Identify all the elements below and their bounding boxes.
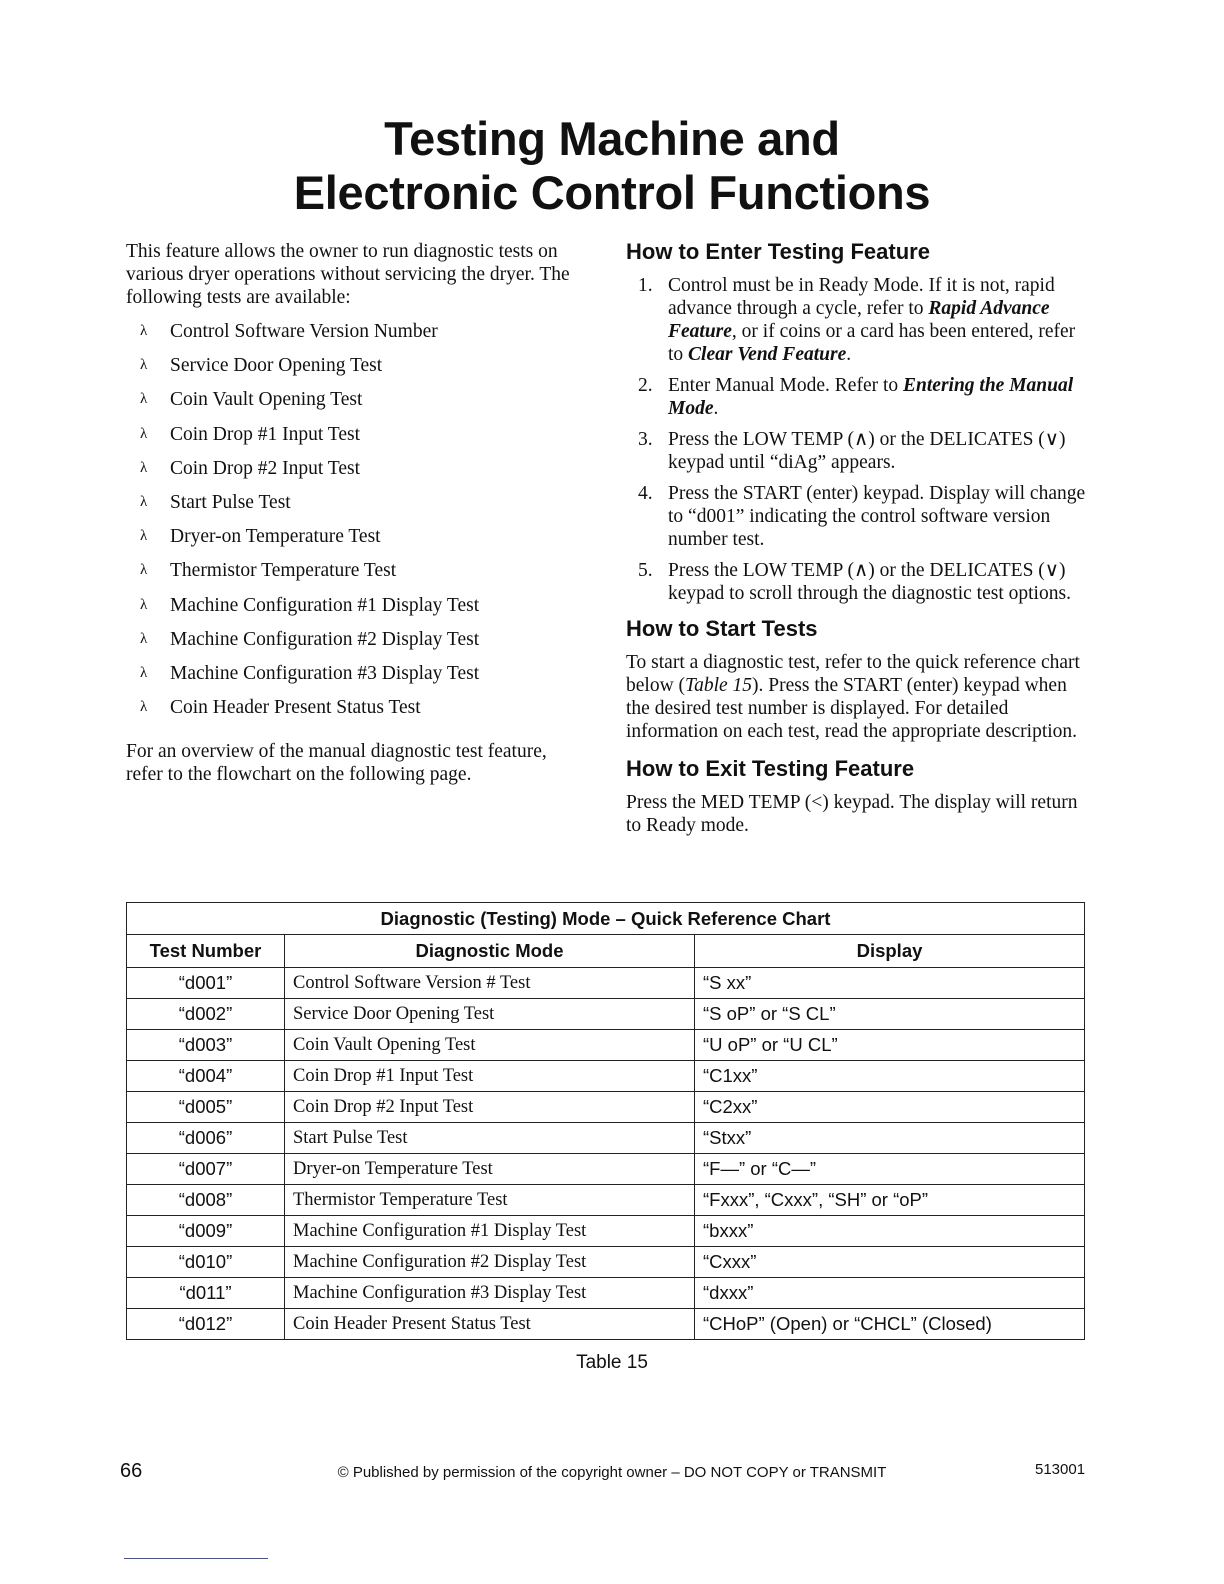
display-cell: “CHoP” (Open) or “CHCL” (Closed)	[695, 1309, 1085, 1340]
step-text: Press the START (enter) keypad. Display will change to “d001” indicating the control software version number test.	[668, 483, 1086, 550]
list-item-label: Coin Drop #1 Input Test	[170, 423, 361, 445]
display-cell: “F—” or “C—”	[695, 1154, 1085, 1185]
start-tests-text: To start a diagnostic test, refer to the quick reference chart below (	[626, 652, 1080, 696]
list-item	[126, 423, 576, 457]
bullet-icon: λ	[140, 493, 148, 510]
list-item	[126, 594, 576, 628]
list-item	[126, 354, 576, 388]
list-item-label: Control Software Version Number	[170, 321, 438, 342]
table-row	[127, 1061, 1085, 1092]
copyright-notice: © Published by permission of the copyright owner – DO NOT COPY or TRANSMIT	[337, 1464, 887, 1481]
table-row	[127, 1092, 1085, 1123]
list-item-label: Start Pulse Test	[170, 491, 291, 513]
clear-vend-reference: Clear Vend Feature	[688, 344, 847, 365]
list-item	[626, 428, 1086, 474]
diagnostic-mode-cell: Machine Configuration #1 Display Test	[285, 1216, 695, 1247]
list-item-label: Machine Configuration #1 Display Test	[170, 594, 480, 616]
test-number-cell: “d003”	[127, 1030, 285, 1061]
table-row	[127, 968, 1085, 999]
table-row	[127, 1123, 1085, 1154]
step-number: 2.	[638, 375, 653, 396]
footnote-divider	[124, 1558, 268, 1559]
start-tests-text: ). Press the START (enter) keypad when the desired test number is displayed. For detailed information on each test, read the appropriate description.	[626, 675, 1078, 742]
step-text: , or if coins or a card has been entered, refer to	[668, 321, 1076, 365]
quick-reference-table	[126, 902, 1085, 1340]
diagnostic-mode-cell: Machine Configuration #3 Display Test	[285, 1278, 695, 1309]
list-item	[626, 482, 1086, 551]
display-cell: “S oP” or “S CL”	[695, 999, 1085, 1030]
bullet-icon: λ	[140, 596, 148, 613]
step-number: 3.	[638, 429, 653, 450]
diagnostic-mode-cell: Coin Drop #1 Input Test	[285, 1061, 695, 1092]
list-item	[626, 274, 1086, 366]
table-caption: Diagnostic (Testing) Mode – Quick Reference Chart	[127, 903, 1085, 935]
table-row	[127, 1030, 1085, 1061]
bullet-icon: λ	[140, 699, 148, 716]
instructions-column	[626, 238, 1086, 849]
overview-paragraph: For an overview of the manual diagnostic test feature, refer to the flowchart on the following page.	[126, 741, 547, 786]
test-number-cell: “d002”	[127, 999, 285, 1030]
diagnostic-mode-cell: Service Door Opening Test	[285, 999, 695, 1030]
list-item-label: Machine Configuration #3 Display Test	[170, 662, 480, 684]
step-number: 4.	[638, 483, 653, 504]
list-item-label: Machine Configuration #2 Display Test	[170, 628, 480, 650]
list-item	[126, 696, 576, 730]
test-number-cell: “d009”	[127, 1216, 285, 1247]
bullet-icon: λ	[140, 323, 148, 339]
list-item	[126, 662, 576, 696]
list-item	[126, 320, 576, 354]
page-title-line-2: Electronic Control Functions	[293, 166, 931, 219]
page-title	[0, 112, 1224, 220]
bullet-icon: λ	[140, 528, 148, 545]
available-tests-list	[126, 320, 576, 730]
enter-testing-heading: How to Enter Testing Feature	[626, 239, 930, 264]
list-item	[126, 388, 576, 422]
start-tests-paragraph	[626, 651, 1086, 743]
list-item-label: Coin Vault Opening Test	[170, 389, 363, 411]
display-cell: “S xx”	[695, 968, 1085, 999]
step-text: .	[846, 344, 852, 365]
list-item	[126, 491, 576, 525]
bullet-icon: λ	[140, 459, 148, 476]
list-item	[626, 374, 1086, 420]
step-text: Press the LOW TEMP (∧) or the DELICATES (∨) keypad until “diAg” appears.	[668, 429, 1066, 473]
table-row	[127, 1309, 1085, 1340]
column-header-display: Display	[695, 935, 1085, 968]
bullet-icon: λ	[140, 425, 148, 442]
step-text: Control must be in Ready Mode. If it is not, rapid advance through a cycle, refer to	[668, 275, 1055, 319]
exit-testing-heading: How to Exit Testing Feature	[626, 756, 915, 781]
column-header-diagnostic-mode: Diagnostic Mode	[285, 935, 695, 968]
diagnostic-mode-cell: Control Software Version # Test	[285, 968, 695, 999]
list-item	[126, 628, 576, 662]
test-number-cell: “d004”	[127, 1061, 285, 1092]
rapid-advance-reference: Rapid Advance Feature	[668, 298, 1050, 342]
page-number: 66	[120, 1460, 143, 1482]
display-cell: “U oP” or “U CL”	[695, 1030, 1085, 1061]
test-number-cell: “d010”	[127, 1247, 285, 1278]
enter-testing-steps	[626, 274, 1086, 605]
diagnostic-mode-cell: Machine Configuration #2 Display Test	[285, 1247, 695, 1278]
intro-paragraph: This feature allows the owner to run diagnostic tests on various dryer operations without servicing the dryer. The following tests are available:	[126, 241, 570, 308]
bullet-icon: λ	[140, 357, 148, 374]
list-item-label: Thermistor Temperature Test	[170, 560, 397, 582]
diagnostic-mode-cell: Start Pulse Test	[285, 1123, 695, 1154]
step-text: .	[713, 398, 719, 419]
display-cell: “C1xx”	[695, 1061, 1085, 1092]
intro-column	[126, 240, 576, 786]
table-reference: Table 15	[685, 675, 753, 696]
test-number-cell: “d008”	[127, 1185, 285, 1216]
diagnostic-mode-cell: Coin Header Present Status Test	[285, 1309, 695, 1340]
diagnostic-mode-cell: Dryer-on Temperature Test	[285, 1154, 695, 1185]
table-row	[127, 1185, 1085, 1216]
table-row	[127, 1247, 1085, 1278]
display-cell: “Fxxx”, “Cxxx”, “SH” or “oP”	[695, 1185, 1085, 1216]
diagnostic-mode-cell: Coin Drop #2 Input Test	[285, 1092, 695, 1123]
step-number: 1.	[638, 275, 653, 296]
step-number: 5.	[638, 560, 653, 581]
start-tests-heading: How to Start Tests	[626, 616, 818, 641]
list-item	[126, 457, 576, 491]
test-number-cell: “d011”	[127, 1278, 285, 1309]
test-number-cell: “d006”	[127, 1123, 285, 1154]
test-number-cell: “d012”	[127, 1309, 285, 1340]
page-title-line-1: Testing Machine and	[384, 112, 840, 165]
table-row	[127, 1154, 1085, 1185]
list-item	[626, 559, 1086, 605]
table-header-row	[127, 935, 1085, 968]
table-row	[127, 1216, 1085, 1247]
list-item	[126, 525, 576, 559]
column-header-test-number: Test Number	[127, 935, 285, 968]
list-item-label: Service Door Opening Test	[170, 355, 383, 377]
document-code: 513001	[1035, 1461, 1086, 1478]
bullet-icon: λ	[140, 630, 148, 647]
table-label: Table 15	[576, 1352, 648, 1373]
display-cell: “C2xx”	[695, 1092, 1085, 1123]
list-item-label: Coin Drop #2 Input Test	[170, 457, 361, 479]
test-number-cell: “d005”	[127, 1092, 285, 1123]
test-number-cell: “d001”	[127, 968, 285, 999]
exit-testing-paragraph: Press the MED TEMP (<) keypad. The display will return to Ready mode.	[626, 792, 1078, 836]
display-cell: “dxxx”	[695, 1278, 1085, 1309]
test-number-cell: “d007”	[127, 1154, 285, 1185]
list-item-label: Coin Header Present Status Test	[170, 697, 421, 719]
table-row	[127, 1278, 1085, 1309]
manual-mode-reference: Entering the Manual Mode	[668, 375, 1074, 419]
table-row	[127, 999, 1085, 1030]
diagnostic-mode-cell: Coin Vault Opening Test	[285, 1030, 695, 1061]
display-cell: “Stxx”	[695, 1123, 1085, 1154]
bullet-icon: λ	[140, 562, 148, 579]
display-cell: “bxxx”	[695, 1216, 1085, 1247]
display-cell: “Cxxx”	[695, 1247, 1085, 1278]
bullet-icon: λ	[140, 391, 148, 408]
bullet-icon: λ	[140, 664, 148, 681]
list-item	[126, 559, 576, 593]
diagnostic-mode-cell: Thermistor Temperature Test	[285, 1185, 695, 1216]
step-text: Press the LOW TEMP (∧) or the DELICATES (∨) keypad to scroll through the diagnostic test options.	[668, 560, 1071, 604]
step-text: Enter Manual Mode. Refer to	[668, 375, 904, 396]
list-item-label: Dryer-on Temperature Test	[170, 526, 381, 548]
